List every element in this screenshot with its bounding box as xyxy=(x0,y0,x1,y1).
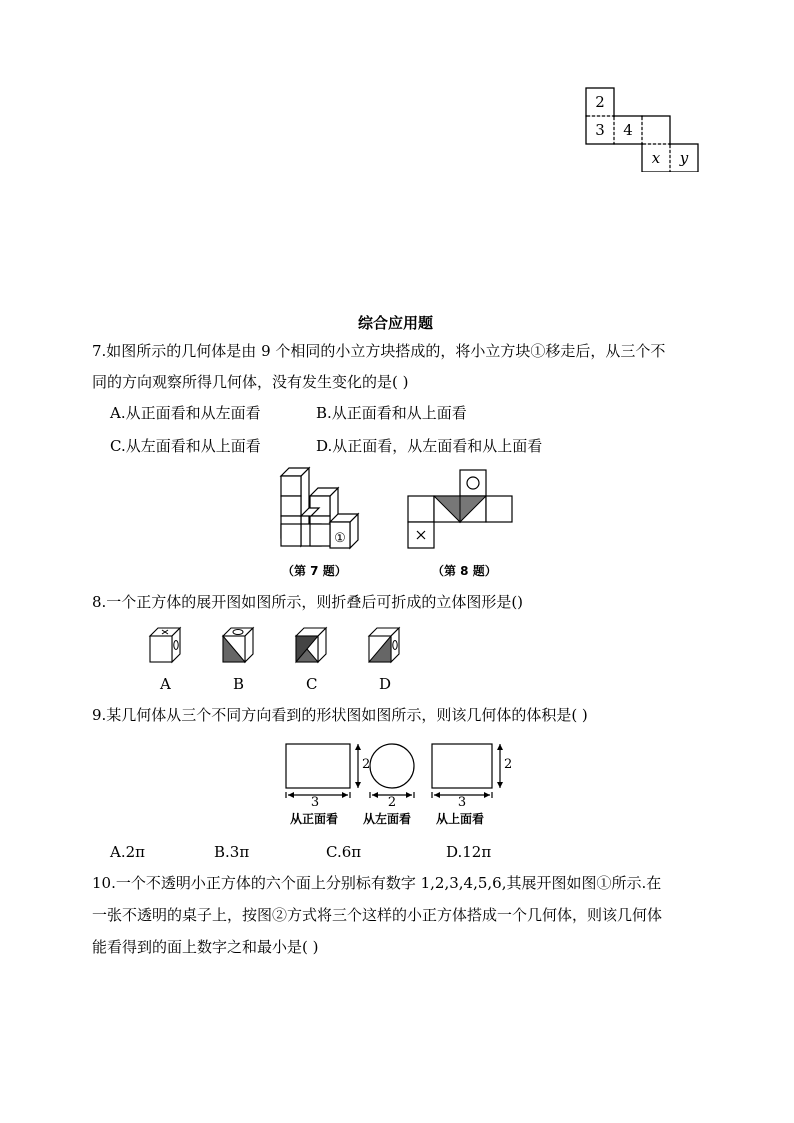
q9-option-d: D.12π xyxy=(446,843,492,861)
q7-cube-stack-figure xyxy=(272,466,372,554)
q7-stem-line2: 同的方向观察所得几何体，没有发生变化的是( ) xyxy=(92,373,409,391)
net-cell-4: 4 xyxy=(623,121,633,139)
q10-stem-line1: 10.一个不透明小正方体的六个面上分别标有数字 1,2,3,4,5,6,其展开图如图①所示.在 xyxy=(92,874,662,892)
q7-option-c: C.从左面看和从上面看 xyxy=(110,437,261,455)
q8-cube-net-figure xyxy=(406,468,518,552)
q8-figure-caption: （第 8 题） xyxy=(432,564,497,578)
q9-option-c: C.6π xyxy=(326,843,362,861)
q9-left-diameter-label: 2 xyxy=(387,795,397,806)
net-cell-2: 2 xyxy=(595,93,605,111)
q9-front-height-label: 2 xyxy=(362,757,371,772)
q9-front-width-label: 3 xyxy=(310,795,320,806)
q9-option-b: B.3π xyxy=(214,843,250,861)
q9-three-views-figure xyxy=(280,740,520,806)
q9-view-top-label: 从上面看 xyxy=(436,812,485,826)
q7-option-a: A.从正面看和从左面看 xyxy=(110,404,261,422)
q9-option-a: A.2π xyxy=(110,843,146,861)
q10-stem-line2: 一张不透明的桌子上，按图②方式将三个这样的小正方体搭成一个几何体，则该几何体 xyxy=(92,906,663,924)
q9-stem: 9.某几何体从三个不同方向看到的形状图如图所示，则该几何体的体积是( ) xyxy=(92,706,588,724)
q8-label-a: A xyxy=(160,675,171,693)
q7-option-d: D.从正面看，从左面看和从上面看 xyxy=(316,437,543,455)
q10-stem-line3: 能看得到的面上数字之和最小是( ) xyxy=(92,938,319,956)
q8-stem: 8.一个正方体的展开图如图所示，则折叠后可折成的立体图形是() xyxy=(92,593,524,611)
q7-figure-caption: （第 7 题） xyxy=(282,564,347,578)
section-title: 综合应用题 xyxy=(358,314,434,332)
net-cell-x: x xyxy=(651,149,661,167)
q9-top-height-label: 2 xyxy=(504,757,513,772)
q8-label-d: D xyxy=(379,675,392,693)
q8-label-c: C xyxy=(306,675,318,693)
q8-options-cubes xyxy=(142,624,422,670)
q9-top-width-label: 3 xyxy=(457,795,467,806)
q7-stem-line1: 7.如图所示的几何体是由 9 个相同的小立方块搭成的，将小立方块①移走后，从三个不 xyxy=(92,342,666,360)
q7-removed-cube-label: ① xyxy=(334,531,346,546)
q8-label-b: B xyxy=(233,675,245,693)
cube-net-figure xyxy=(584,86,700,172)
q9-view-front-label: 从正面看 xyxy=(290,812,339,826)
q9-view-left-label: 从左面看 xyxy=(363,812,412,826)
net-cell-y: y xyxy=(679,149,689,167)
q7-option-b: B.从正面看和从上面看 xyxy=(316,404,467,422)
net-cell-3: 3 xyxy=(595,121,605,139)
